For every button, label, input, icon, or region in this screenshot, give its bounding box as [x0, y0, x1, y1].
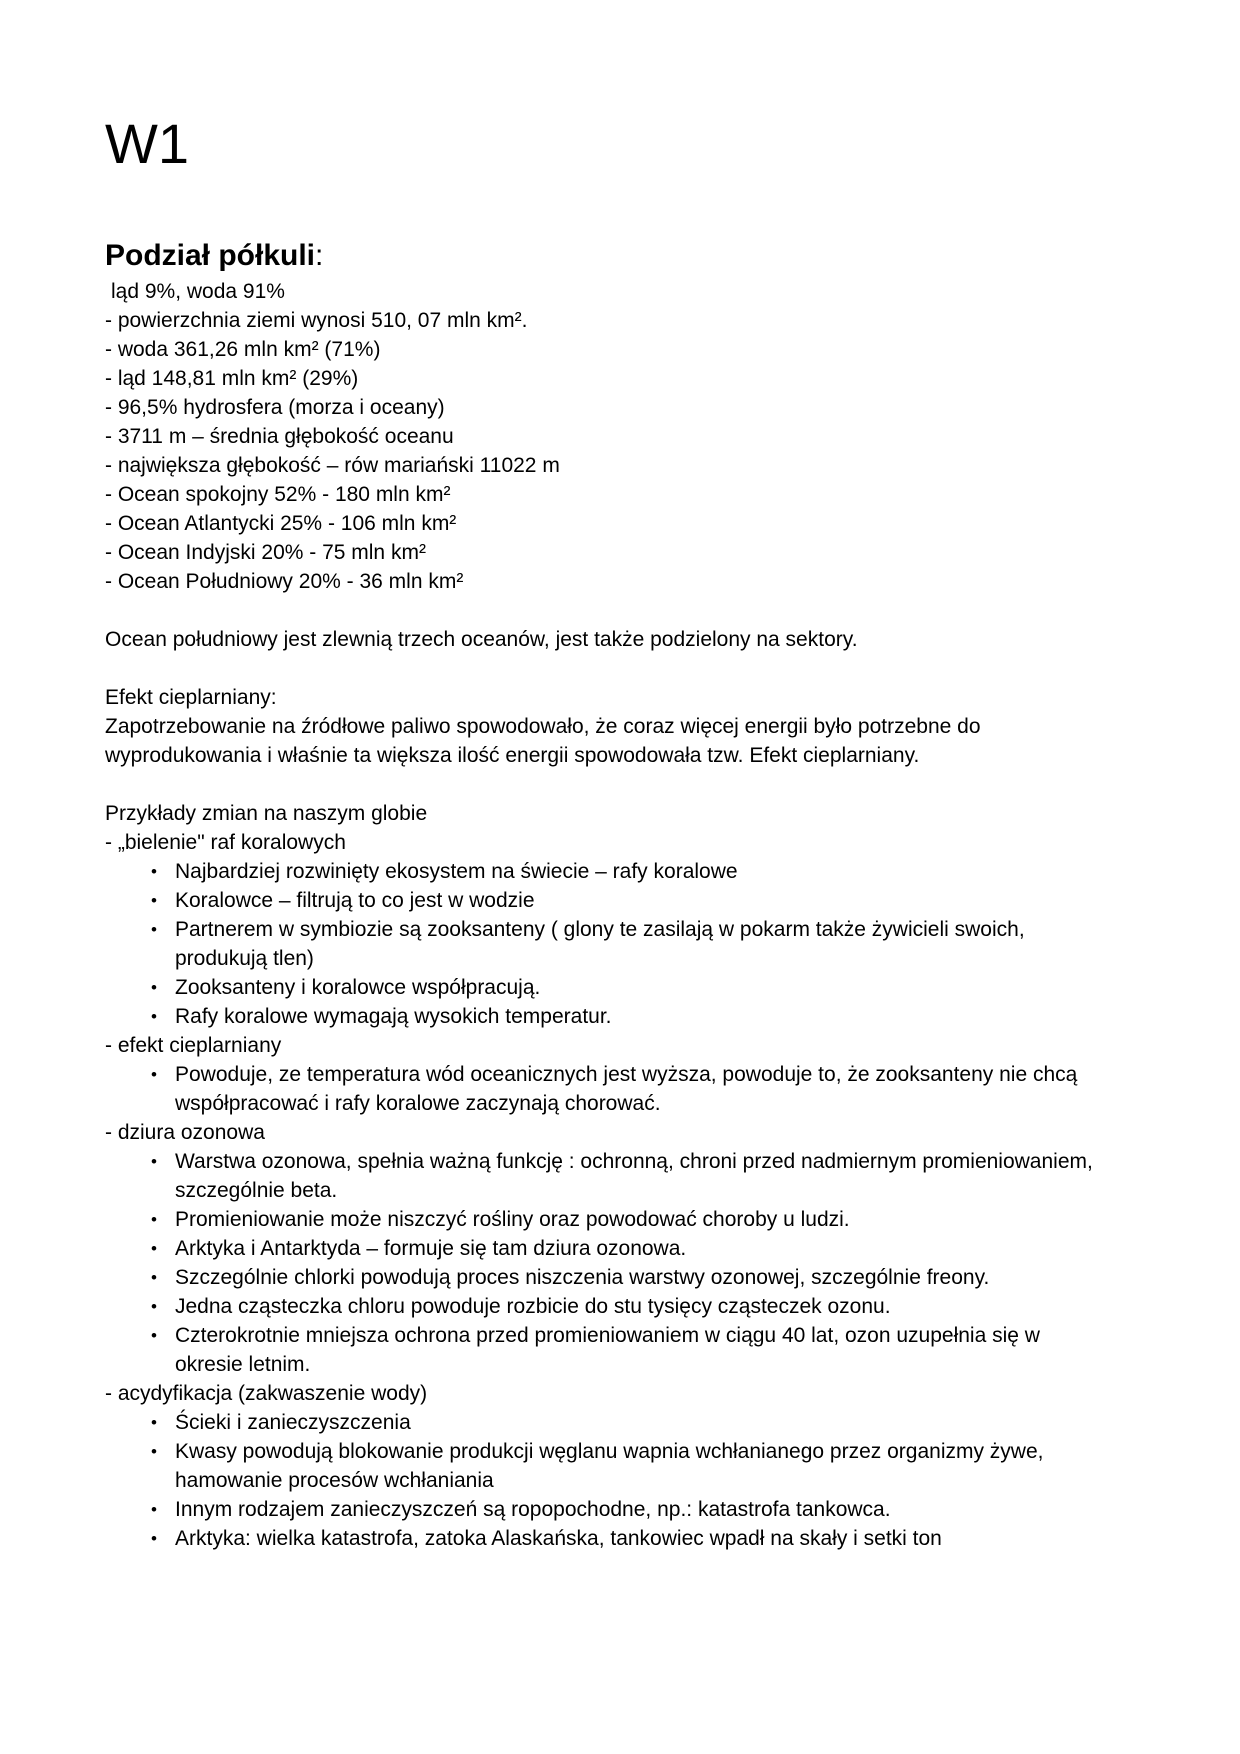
- bullet-item-text: Szczególnie chlorki powodują proces niszczenia warstwy ozonowej, szczególnie freony.: [175, 1266, 990, 1289]
- blank-line: [105, 654, 1135, 683]
- fact-line: - największa głębokość – rów mariański 11022 m: [105, 454, 560, 477]
- bullet-item-text: Partnerem w symbiozie są zooksanteny ( glony te zasilają w pokarm także żywicieli swoich, produkują tlen): [175, 918, 1025, 970]
- bullet-item-text: Czterokrotnie mniejsza ochrona przed promieniowaniem w ciągu 40 lat, ozon uzupełnia się w okresie letnim.: [175, 1324, 1040, 1376]
- bullet-item-text: Promieniowanie może niszczyć rośliny oraz powodować choroby u ludzi.: [175, 1208, 850, 1231]
- fact-line: - Ocean Indyjski 20% - 75 mln km²: [105, 541, 426, 564]
- blank-line: [105, 770, 1135, 799]
- example-group-label-efekt-cieplarniany: - efekt cieplarniany: [105, 1034, 282, 1057]
- fact-line: - Ocean spokojny 52% - 180 mln km²: [105, 483, 451, 506]
- bullet-item-text: Jedna cząsteczka chloru powoduje rozbicie do stu tysięcy cząsteczek ozonu.: [175, 1295, 891, 1318]
- fact-line: - ląd 148,81 mln km² (29%): [105, 367, 359, 390]
- example-group-label-acydyfikacja: - acydyfikacja (zakwaszenie wody): [105, 1382, 428, 1405]
- blank-line: [105, 596, 1135, 625]
- bullet-item-text: Koralowce – filtrują to co jest w wodzie: [175, 889, 535, 912]
- fact-line: - Ocean Atlantycki 25% - 106 mln km²: [105, 512, 457, 535]
- bullet-item: [105, 1408, 1135, 1437]
- bullet-icon: •: [151, 1007, 157, 1026]
- bullet-item-text: Powoduje, ze temperatura wód oceanicznych jest wyższa, powoduje to, że zooksanteny nie chcą współpracować i rafy koralowe zaczynają chorować.: [175, 1063, 1078, 1115]
- bullet-item-text: Kwasy powodują blokowanie produkcji węglanu wapnia wchłanianego przez organizmy żywe, hamowanie procesów wchłaniania: [175, 1440, 1044, 1492]
- bullet-icon: •: [151, 1239, 157, 1258]
- fact-line: - 3711 m – średnia głębokość oceanu: [105, 425, 454, 448]
- example-group-label-bielenie: - „bielenie" raf koralowych: [105, 831, 346, 854]
- bullet-icon: •: [151, 1268, 157, 1287]
- bullet-icon: •: [151, 1152, 157, 1171]
- example-group-label-dziura-ozonowa: - dziura ozonowa: [105, 1121, 265, 1144]
- bullet-icon: •: [151, 891, 157, 910]
- greenhouse-paragraph: Zapotrzebowanie na źródłowe paliwo spowodowało, że coraz więcej energii było potrzebne do wyprodukowania i właśnie ta większa ilość energii spowodowała tzw. Efekt cieplarniany.: [105, 715, 981, 767]
- bullet-item: [105, 1437, 1135, 1495]
- bullet-icon: •: [151, 1413, 157, 1432]
- bullet-item: [105, 1292, 1135, 1321]
- section-heading-text: Podział półkuli: [105, 239, 316, 272]
- fact-line: - Ocean Południowy 20% - 36 mln km²: [105, 570, 464, 593]
- bullet-item: [105, 886, 1135, 915]
- bullet-icon: •: [151, 920, 157, 939]
- bullet-item: [105, 1263, 1135, 1292]
- bullet-item-text: Ścieki i zanieczyszczenia: [175, 1411, 411, 1434]
- bullet-item: [105, 1495, 1135, 1524]
- bullet-icon: •: [151, 1326, 157, 1345]
- bullet-item-text: Warstwa ozonowa, spełnia ważną funkcję : ochronną, chroni przed nadmiernym promieniowaniem, szczególnie beta.: [175, 1150, 1093, 1202]
- greenhouse-heading: Efekt cieplarniany:: [105, 686, 277, 709]
- bullet-item: [105, 915, 1135, 973]
- bullet-item-text: Zooksanteny i koralowce współpracują.: [175, 976, 541, 999]
- bullet-item-text: Najbardziej rozwinięty ekosystem na świecie – rafy koralowe: [175, 860, 738, 883]
- fact-line: - powierzchnia ziemi wynosi 510, 07 mln km².: [105, 309, 528, 332]
- examples-heading: Przykłady zmian na naszym globie: [105, 802, 428, 825]
- bullet-item: [105, 1002, 1135, 1031]
- bullet-icon: •: [151, 978, 157, 997]
- bullet-item: [105, 1234, 1135, 1263]
- section-heading-podzial-polkuli: [105, 238, 1135, 274]
- fact-line: - woda 361,26 mln km² (71%): [105, 338, 381, 361]
- fact-line: - 96,5% hydrosfera (morza i oceany): [105, 396, 445, 419]
- bullet-item: [105, 1060, 1135, 1118]
- bullet-item-text: Arktyka: wielka katastrofa, zatoka Alaskańska, tankowiec wpadł na skały i setki ton: [175, 1527, 942, 1550]
- note-paragraph: Ocean południowy jest zlewnią trzech oceanów, jest także podzielony na sektory.: [105, 628, 858, 651]
- bullet-item-text: Innym rodzajem zanieczyszczeń są ropopochodne, np.: katastrofa tankowca.: [175, 1498, 891, 1521]
- bullet-icon: •: [151, 1529, 157, 1548]
- bullet-icon: •: [151, 862, 157, 881]
- bullet-item: [105, 973, 1135, 1002]
- bullet-icon: •: [151, 1442, 157, 1461]
- bullet-icon: •: [151, 1297, 157, 1316]
- bullet-icon: •: [151, 1500, 157, 1519]
- bullet-icon: •: [151, 1210, 157, 1229]
- bullet-item: [105, 1321, 1135, 1379]
- page-title: W1: [105, 112, 189, 175]
- bullet-item: [105, 1205, 1135, 1234]
- bullet-item-text: Arktyka i Antarktyda – formuje się tam dziura ozonowa.: [175, 1237, 687, 1260]
- bullet-item: [105, 857, 1135, 886]
- bullet-item-text: Rafy koralowe wymagają wysokich temperatur.: [175, 1005, 612, 1028]
- bullet-icon: •: [151, 1065, 157, 1084]
- bullet-item: [105, 1147, 1135, 1205]
- section-heading-colon: :: [315, 239, 324, 272]
- intro-line: ląd 9%, woda 91%: [111, 280, 285, 303]
- bullet-item: [105, 1524, 1135, 1553]
